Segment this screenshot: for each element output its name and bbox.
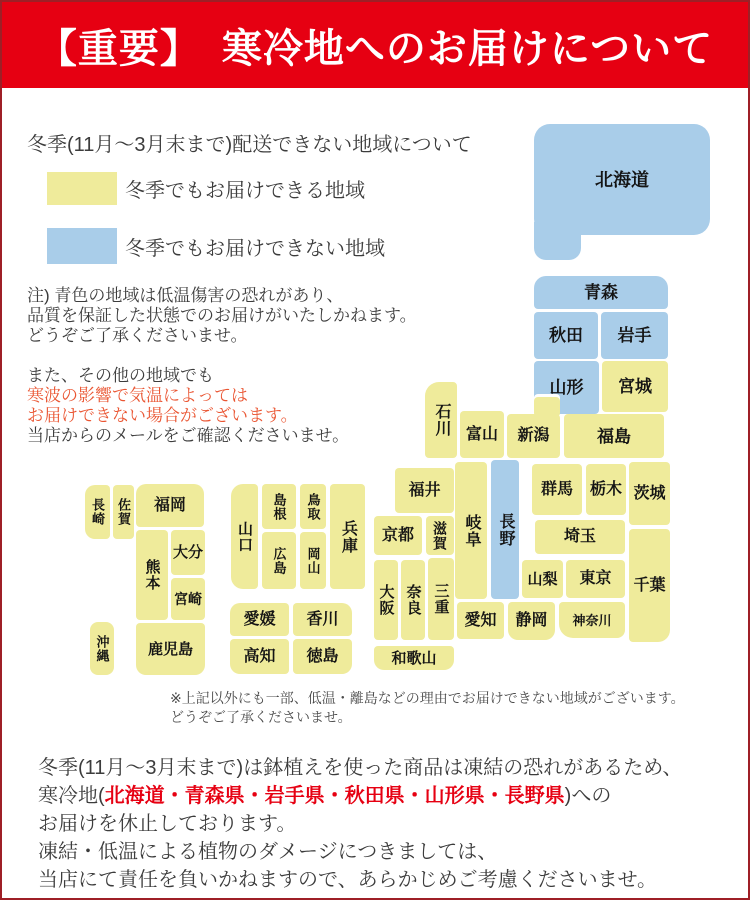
- footer-line: 冬季(11月〜3月末まで)は鉢植えを使った商品は凍結の恐れがあるため、: [38, 757, 683, 779]
- map-block-kyoto: 京都: [374, 516, 422, 555]
- map-block-oita: 大分: [171, 530, 205, 575]
- note-line: 品質を保証した状態でのお届けがいたしかねます。: [27, 306, 417, 325]
- map-block-toyama: 富山: [460, 411, 504, 458]
- note-line-warning: お届けできない場合がございます。: [27, 406, 298, 425]
- map-block-kochi: 高知: [230, 639, 289, 674]
- page-title: 【重要】 寒冷地へのお届けについて: [36, 26, 714, 71]
- map-block-hokkaido-tab: [534, 222, 581, 260]
- map-block-fukushima: 福島: [564, 414, 664, 458]
- map-footnote: [170, 689, 685, 727]
- map-block-yamagata: 山形: [534, 361, 599, 414]
- map-block-nara: 奈良: [401, 560, 425, 640]
- map-block-aichi: 愛知: [457, 602, 504, 639]
- map-block-miyazaki: 宮崎: [171, 578, 205, 620]
- map-block-tottori: 鳥取: [300, 484, 326, 529]
- footer-line: 凍結・低温による植物のダメージにつきましては、: [38, 841, 498, 863]
- map-block-ehime: 愛媛: [230, 603, 289, 636]
- footer-cold-region-list: 北海道・青森県・岩手県・秋田県・山形県・長野県: [104, 785, 565, 807]
- map-block-yamaguchi: 山口: [231, 484, 258, 589]
- map-block-hiroshima: 広島: [262, 532, 296, 589]
- legend-title: 冬季(11月〜3月末まで)配送できない地域について: [27, 134, 472, 156]
- footer-line-prefix: 寒冷地(: [38, 785, 105, 807]
- map-block-shizuoka: 静岡: [508, 602, 555, 640]
- legend-label-not-deliverable: 冬季でもお届けできない地域: [125, 237, 385, 260]
- map-block-nagasaki: 長崎: [85, 485, 110, 539]
- note-line: また、その他の地域でも: [27, 366, 214, 385]
- map-block-ishikawa: 石川: [425, 382, 457, 458]
- map-footnote-line: ※上記以外にも一部、低温・離島などの理由でお届けできない地域がございます。: [170, 690, 685, 706]
- map-block-iwate: 岩手: [601, 312, 668, 359]
- map-block-chiba: 千葉: [629, 529, 670, 642]
- map-block-saitama: 埼玉: [535, 520, 625, 554]
- footer-line-suffix: )への: [564, 785, 612, 807]
- map-block-mie: 三重: [428, 558, 454, 640]
- map-block-saga: 佐賀: [113, 485, 134, 539]
- footer-line: お届けを休止しております。: [38, 813, 297, 835]
- note-line: どうぞご了承くださいませ。: [27, 326, 248, 345]
- map-block-hyogo: 兵庫: [330, 484, 365, 589]
- map-block-miyagi: 宮城: [602, 361, 668, 412]
- map-block-hokkaido: 北海道: [534, 124, 710, 235]
- map-block-kagawa: 香川: [293, 603, 352, 636]
- map-block-okinawa: 沖縄: [90, 622, 114, 675]
- map-block-shimane: 島根: [262, 484, 296, 529]
- map-block-tokushima: 徳島: [293, 639, 352, 674]
- map-footnote-line: どうぞご了承くださいませ。: [170, 709, 352, 725]
- map-block-yamanashi: 山梨: [522, 560, 563, 598]
- note-line: 当店からのメールをご確認くださいませ。: [27, 426, 350, 445]
- map-block-tokyo: 東京: [566, 560, 625, 598]
- map-block-fukuoka: 福岡: [136, 484, 204, 527]
- footer-line: [38, 782, 682, 810]
- map-block-gifu: 岐阜: [455, 462, 487, 599]
- map-block-kumamoto: 熊本: [136, 530, 168, 620]
- map-block-fukui: 福井: [395, 468, 454, 513]
- map-block-shiga: 滋賀: [426, 516, 454, 555]
- map-block-kanagawa: 神奈川: [559, 602, 625, 638]
- note-line-warning: 寒波の影響で気温によっては: [27, 386, 248, 405]
- legend-label-deliverable: 冬季でもお届けできる地域: [125, 180, 365, 202]
- map-block-kagoshima: 鹿児島: [136, 623, 205, 675]
- footer-line: 当店にて責任を負いかねますので、あらかじめご考慮くださいませ。: [38, 869, 657, 891]
- map-block-akita: 秋田: [534, 312, 598, 359]
- map-block-ibaraki: 茨城: [629, 462, 670, 525]
- map-block-wakayama: 和歌山: [374, 646, 454, 670]
- map-block-aomori: 青森: [534, 276, 668, 309]
- map-block-gunma: 群馬: [532, 464, 582, 515]
- map-block-niigata: 新潟: [507, 414, 560, 458]
- footer-notice: [38, 754, 682, 894]
- map-block-okayama: 岡山: [300, 532, 326, 589]
- map-block-nagano: 長野: [491, 460, 519, 599]
- note-line: 注) 青色の地域は低温傷害の恐れがあり、: [27, 286, 344, 305]
- map-block-tochigi: 栃木: [586, 464, 626, 515]
- map-block-osaka: 大阪: [374, 560, 398, 640]
